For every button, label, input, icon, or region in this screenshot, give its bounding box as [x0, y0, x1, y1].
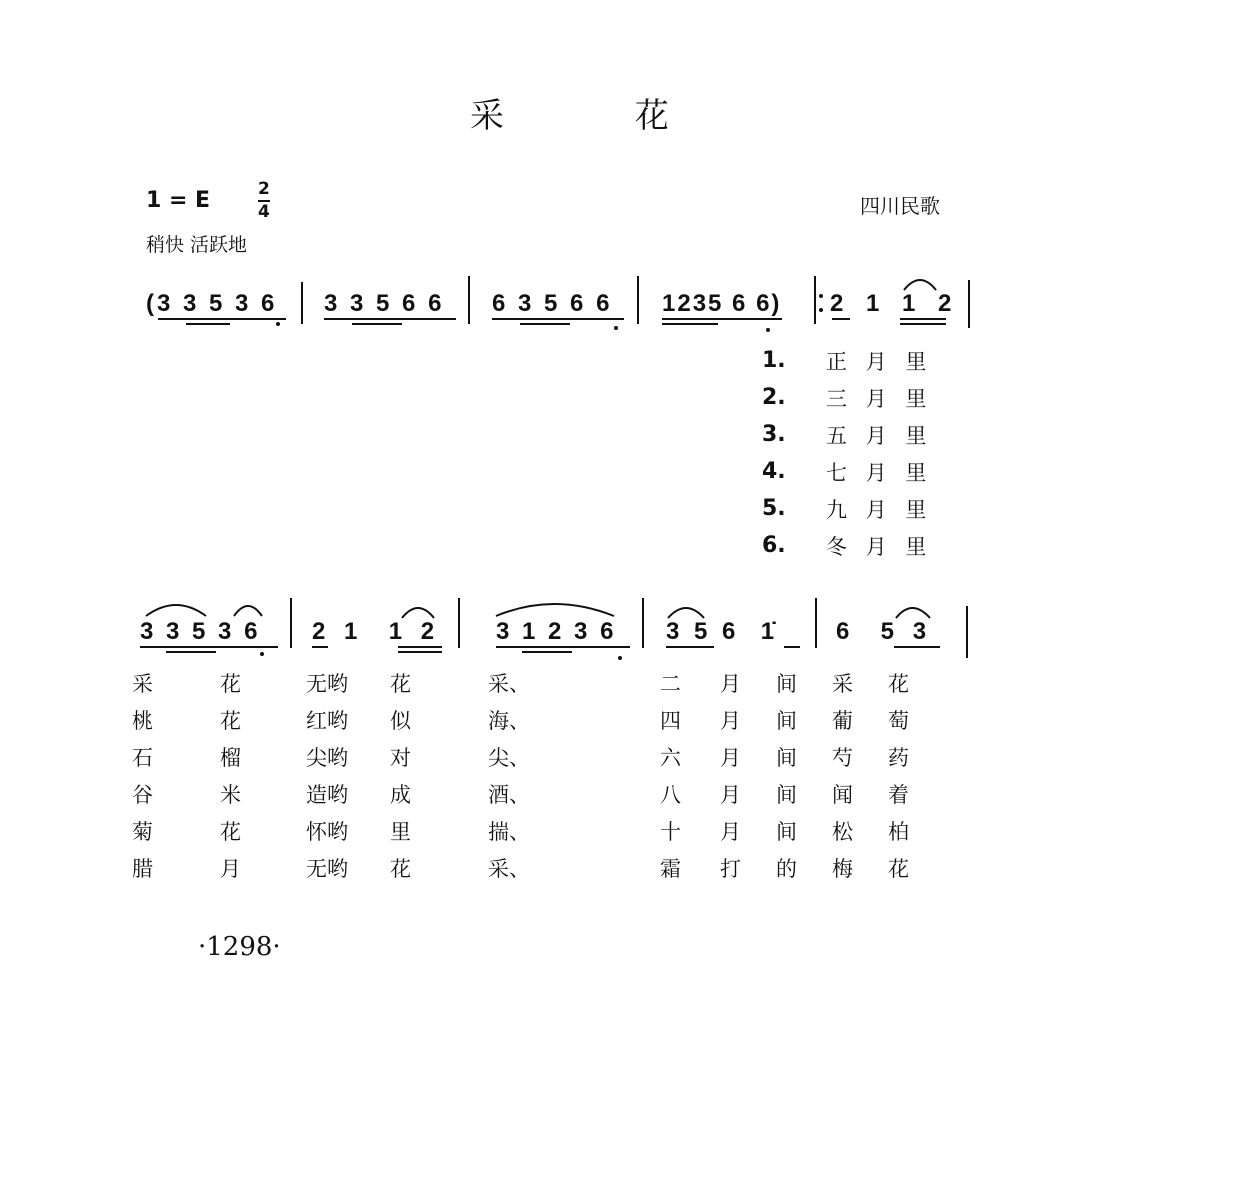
- slur-mark: [140, 596, 280, 618]
- duration-underline: [492, 318, 624, 320]
- lyric-char: 花: [888, 857, 909, 881]
- duration-underline: [662, 318, 782, 320]
- lyric-row: [132, 705, 932, 742]
- barline: [642, 598, 644, 648]
- lyric-char: 花: [390, 857, 411, 881]
- lyric-char: 药: [888, 746, 909, 770]
- verse-lyric: 七 月 里: [826, 460, 933, 485]
- verse-lyric: 冬 月 里: [826, 534, 933, 559]
- lyric-char: 花: [220, 709, 241, 733]
- lyric-char: 月: [720, 672, 741, 696]
- notes-line1-m5: 2 1 1 2: [830, 290, 960, 317]
- duration-underline: [166, 651, 216, 653]
- lyric-char: 花: [390, 672, 411, 696]
- notes-line2-m3: 3 1 2 3 6: [496, 618, 617, 645]
- lyric-char: 似: [390, 709, 411, 733]
- lyric-char: 六: [660, 746, 681, 770]
- notes-line2-m5: 6 5 3: [836, 618, 933, 645]
- duration-underline: [522, 651, 572, 653]
- octave-dot: [618, 656, 622, 660]
- duration-underline: [662, 323, 718, 325]
- lyric-char: 采: [132, 672, 153, 696]
- repeat-dot: [819, 308, 823, 312]
- lyric-char: 四: [660, 709, 681, 733]
- duration-underline: [352, 323, 402, 325]
- lyric-char: 月: [720, 746, 741, 770]
- octave-dot: [614, 326, 618, 330]
- notes-line2-m2: 2 1 1 2: [312, 618, 441, 645]
- song-title: 采 花: [470, 96, 729, 136]
- lyric-char: 闻: [832, 783, 853, 807]
- lyric-char: 葡: [832, 709, 853, 733]
- octave-dot: [276, 322, 280, 326]
- lyric-char: 对: [390, 746, 411, 770]
- duration-underline: [398, 651, 442, 653]
- slur-mark: [900, 274, 940, 292]
- verse-number: 1.: [762, 348, 786, 373]
- duration-underline: [894, 646, 940, 648]
- lyric-char: 桃: [132, 709, 153, 733]
- lyric-char: 间: [776, 820, 797, 844]
- lyric-char: 间: [776, 709, 797, 733]
- repeat-barline-thin: [814, 276, 816, 324]
- lyric-char: 松: [832, 820, 853, 844]
- duration-underline: [900, 318, 946, 320]
- lyric-row: [132, 816, 932, 853]
- lyric-char: 采: [832, 672, 853, 696]
- slur-mark: [664, 598, 714, 620]
- lyric-char: 月: [720, 783, 741, 807]
- lyric-char: 石: [132, 746, 153, 770]
- lyric-char: 成: [390, 783, 411, 807]
- lyric-char: 造哟: [306, 783, 348, 807]
- lyric-row: [132, 853, 932, 890]
- lyric-char: 八: [660, 783, 681, 807]
- notes-line2-m1: 3 3 5 3 6: [140, 618, 261, 645]
- verse-lyric: 三 月 里: [826, 386, 933, 411]
- lyric-char: 无哟: [306, 672, 348, 696]
- barline: [290, 598, 292, 648]
- lyric-char: 的: [776, 857, 797, 881]
- duration-underline: [666, 646, 714, 648]
- notes-line2-m4: 3 5 6 1̇: [666, 618, 779, 645]
- lyric-char: 揣、: [488, 820, 530, 844]
- duration-underline: [520, 323, 570, 325]
- lyric-row: [132, 668, 932, 705]
- tempo-marking: 稍快 活跃地: [146, 234, 248, 256]
- notes-line1-m2: 3 3 5 6 6: [324, 290, 445, 317]
- barline: [968, 280, 970, 328]
- slur-mark: [490, 596, 620, 618]
- time-signature: [258, 180, 270, 222]
- lyric-char: 尖哟: [306, 746, 348, 770]
- lyric-char: 榴: [220, 746, 241, 770]
- lyric-char: 腊: [132, 857, 153, 881]
- lyric-row: [132, 779, 932, 816]
- lyric-char: 花: [220, 672, 241, 696]
- notes-line1-m1: (3 3 5 3 6: [146, 290, 278, 317]
- verse-number: 4.: [762, 459, 786, 484]
- duration-underline: [158, 318, 286, 320]
- page-number: ·1298·: [198, 932, 281, 962]
- barline: [301, 282, 303, 324]
- duration-underline: [324, 318, 456, 320]
- lyric-char: 米: [220, 783, 241, 807]
- lyric-char: 月: [220, 857, 241, 881]
- lyric-char: 柏: [888, 820, 909, 844]
- lyric-char: 间: [776, 783, 797, 807]
- slur-mark: [890, 598, 940, 620]
- notes-line1-m3: 6 3 5 6 6: [492, 290, 613, 317]
- lyric-char: 打: [720, 857, 741, 881]
- notes-line1-m4: 1235 6 6): [662, 290, 782, 317]
- barline: [458, 598, 460, 648]
- lyric-char: 霜: [660, 857, 681, 881]
- duration-underline: [186, 323, 230, 325]
- lyric-char: 尖、: [488, 746, 530, 770]
- verse-lyric: 五 月 里: [826, 423, 933, 448]
- lyric-char: 采、: [488, 672, 530, 696]
- lyric-char: 菊: [132, 820, 153, 844]
- lyric-char: 里: [390, 820, 411, 844]
- time-signature-bottom: 4: [258, 202, 270, 222]
- lyric-char: 无哟: [306, 857, 348, 881]
- lyric-row: [132, 742, 932, 779]
- lyric-char: 采、: [488, 857, 530, 881]
- lyric-char: 红哟: [306, 709, 348, 733]
- verse-number: 5.: [762, 496, 786, 521]
- lyric-char: 海、: [488, 709, 530, 733]
- barline: [966, 606, 968, 658]
- barline: [468, 276, 470, 324]
- verse-lyric: 正 月 里: [826, 349, 933, 374]
- duration-underline: [832, 318, 850, 320]
- duration-underline: [496, 646, 630, 648]
- verse-lyric: 九 月 里: [826, 497, 933, 522]
- duration-underline: [900, 323, 946, 325]
- lyric-char: 花: [220, 820, 241, 844]
- duration-underline: [398, 646, 442, 648]
- duration-underline: [784, 646, 800, 648]
- octave-dot: [766, 328, 770, 332]
- octave-dot: [260, 652, 264, 656]
- lyric-char: 月: [720, 709, 741, 733]
- song-source: 四川民歌: [860, 194, 940, 218]
- lyric-char: 着: [888, 783, 909, 807]
- verse-list: [762, 342, 932, 564]
- lyric-char: 间: [776, 746, 797, 770]
- lyric-char: 间: [776, 672, 797, 696]
- lyric-char: 酒、: [488, 783, 530, 807]
- time-signature-top: 2: [258, 179, 270, 199]
- barline: [637, 276, 639, 324]
- lyric-char: 二: [660, 672, 681, 696]
- verse-number: 6.: [762, 533, 786, 558]
- repeat-dot: [819, 294, 823, 298]
- key-signature: 1 = E: [146, 188, 211, 213]
- lyric-char: 梅: [832, 857, 853, 881]
- lyric-char: 十: [660, 820, 681, 844]
- lyric-char: 花: [888, 672, 909, 696]
- verse-number: 2.: [762, 385, 786, 410]
- lyric-char: 怀哟: [306, 820, 348, 844]
- lyric-char: 芍: [832, 746, 853, 770]
- lyric-char: 月: [720, 820, 741, 844]
- lyric-char: 萄: [888, 709, 909, 733]
- duration-underline: [312, 646, 328, 648]
- lyric-char: 谷: [132, 783, 153, 807]
- slur-mark: [398, 598, 438, 620]
- lyrics-block: [132, 668, 932, 890]
- duration-underline: [140, 646, 278, 648]
- verse-number: 3.: [762, 422, 786, 447]
- barline: [815, 598, 817, 648]
